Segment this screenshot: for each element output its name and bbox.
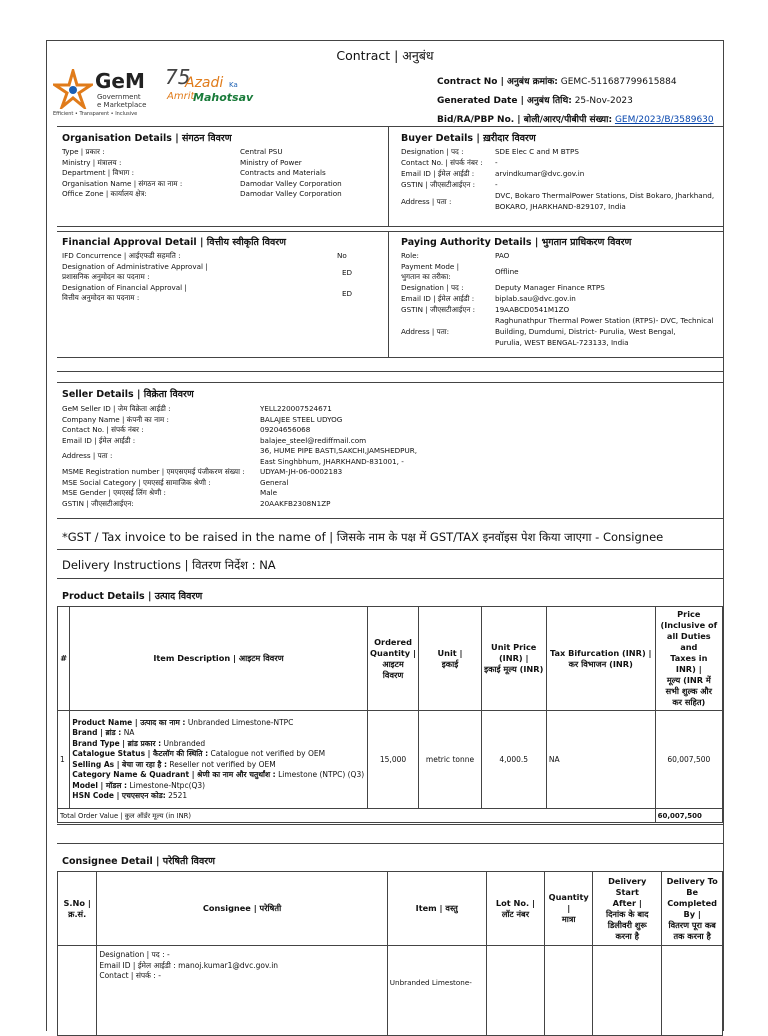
product-heading: Product Details | उत्पाद विवरण: [62, 591, 203, 602]
contract-page: [46, 40, 724, 1031]
col-tax: Tax Bifurcation (INR) | कर विभाजन (INR): [546, 607, 655, 711]
gem-subtitle: Government e Marketplace: [97, 93, 147, 109]
buyer-details: Designation | पद : SDE Elec C and M BTPS Contact No. | संपर्क नंबर : - Email ID | ईमेल आईडी : arvindkumar@dvc.gov.in GSTIN | जीएसटीआईएन : - Address | पता : DVC, Bokaro ThermalPower Stations, Dist Bokaro, Jharkhand, BOKARO, JHARKHAND-829107, India: [401, 147, 715, 211]
col-desc: Item Description | आइटम विवरण: [70, 607, 367, 711]
org-heading: Organisation Details | संगठन विवरण: [62, 133, 232, 144]
fin-heading: Financial Approval Detail | वित्तीय स्वीकृति विवरण: [62, 237, 287, 248]
gst-note: *GST / Tax invoice to be raised in the name of | जिसके नाम के पक्ष में GST/TAX इनवॉइस पेश किया जाएगा - Consignee: [62, 530, 664, 544]
gem-star-icon: [53, 69, 93, 109]
org-details: Type | प्रकार : Central PSU Ministry | मंत्रालय : Ministry of Power Department | विभाग : Contracts and Materials Organisation Name | संगठन का नाम : Damodar Valley Corporation Office Zone | कार्यालय क्षेत्र: Damodar Valley Corporation: [62, 147, 342, 198]
azadi-logo: 75 Azadi Ka Amrit Mahotsav: [165, 65, 254, 104]
col-unit: Unit | इकाई: [419, 607, 481, 711]
paying-heading: Paying Authority Details | भुगतान प्राधिकरण विवरण: [401, 237, 632, 248]
gem-logo: [53, 67, 263, 119]
col-num: #: [58, 607, 70, 711]
seller-heading: Seller Details | विक्रेता विवरण: [62, 389, 194, 400]
generated-date: 25-Nov-2023: [574, 96, 633, 106]
total-order-label: Total Order Value | कुल ऑर्डर मूल्य (in INR): [58, 809, 656, 823]
fin-details: IFD Concurrence | आईएफडी सहमति : No Designation of Administrative Approval | प्रशासनिक अनुमोदन का पदनाम : ED Designation of Financial Approval | वित्तीय अनुमोदन का पदनाम : ED: [62, 251, 353, 302]
consignee-heading: Consignee Detail | परेषिती विवरण: [62, 856, 216, 867]
gem-tagline: Efficient • Transparent • Inclusive: [53, 111, 138, 117]
col-qty: Ordered Quantity | आइटम विवरण: [367, 607, 419, 711]
contract-info: Contract No | अनुबंध क्रमांक: GEMC-511687799615884 Generated Date | अनुबंध तिथि: 25-Nov-2023 Bid/RA/PBP No. | बोली/आरए/पीबीपी संख्या: GEM/2023/B/3589630: [437, 77, 714, 125]
product-table: [57, 606, 723, 823]
item-description: Product Name | उत्पाद का नाम : Unbranded Limestone-NTPC Brand | ब्रांड : NA Brand Type | ब्रांड प्रकार : Unbranded Catalogue Status | कैटलॉग की स्थिति : Catalogue not verified by OEM Selling As | बेचा जा रहा है : Reseller not verified by OEM Category Name & Quadrant | श्रेणी का नाम और चतुर्थांश : Limestone (NTPC) (Q3) Model | मॉडल : Limestone-Ntpc(Q3) HSN Code | एचएसएन कोड: 2521: [70, 711, 367, 809]
consignee-table: S.No | क्र.सं. Consignee | परेषिती Item | वस्तु Lot No. | लॉट नंबर Quantity | मात्रा Delivery Start After | दिनांक के बाद डिलीवरी शुरू करना है Delivery To Be Completed By | वितरण पूरा कब तक करना है Designation | पद : - Email ID | ईमेल आईडी : manoj.kumar1@dvc.gov.in Contact | संपर्क : - Unbranded Limestone-: [57, 871, 723, 1036]
table-row: 1 Product Name | उत्पाद का नाम : Unbranded Limestone-NTPC Brand | ब्रांड : NA Brand Type | ब्रांड प्रकार : Unbranded Catalogue Status | कैटलॉग की स्थिति : Catalogue not verified by OEM Selling As | बेचा जा रहा है : Reseller not verified by OEM Category Name & Quadrant | श्रेणी का नाम और चतुर्थांश : Limestone (NTPC) (Q3) Model | मॉडल : Limestone-Ntpc(Q3) HSN Code | एचएसएन कोड: 2521 15,000 metric tonne 4,000.5 NA 60,007,500: [58, 711, 723, 809]
col-total-price: Price (Inclusive of all Duties and Taxes in INR) | मूल्य (INR में सभी शुल्क और कर सहित): [655, 607, 722, 711]
bid-link[interactable]: GEM/2023/B/3589630: [614, 115, 714, 125]
delivery-instructions: Delivery Instructions | वितरण निर्देश : NA: [62, 558, 276, 572]
consignee-info: Designation | पद : - Email ID | ईमेल आईडी : manoj.kumar1@dvc.gov.in Contact | संपर्क : -: [97, 946, 387, 1036]
paying-details: Role: PAO Payment Mode | भुगतान का तरीका: Offline Designation | पद : Deputy Manager Finance RTPS Email ID | ईमेल आईडी : biplab.sau@dvc.gov.in GSTIN | जीएसटीआईएन : 19AABCD0541M1ZO Address | पता: Raghunathpur Thermal Power Station (RTPS)- DVC, Technical Building, Dumdumi, District- Purulia, West Bengal, Purulia, WEST BENGAL-723133, India: [401, 251, 714, 347]
page-title: Contract | अनुबंध: [336, 48, 434, 63]
col-unit-price: Unit Price (INR) | इकाई मूल्य (INR): [481, 607, 546, 711]
table-row: Designation | पद : - Email ID | ईमेल आईडी : manoj.kumar1@dvc.gov.in Contact | संपर्क : - Unbranded Limestone-: [58, 946, 723, 1036]
gem-wordmark: GeM: [95, 69, 145, 93]
total-order-value: 60,007,500: [655, 809, 722, 823]
contract-number: GEMC-511687799615884: [560, 77, 677, 87]
seller-details: GeM Seller ID | जेम विक्रेता आईडी : YELL220007524671 Company Name | कंपनी का नाम : BALAJEE STEEL UDYOG Contact No. | संपर्क नंबर : 09204656068 Email ID | ईमेल आईडी : balajee_steel@rediffmail.com Address | पता : 36, HUME PIPE BASTI,SAKCHI,JAMSHEDPUR, East Singhbhum, JHARKHAND-831001, - MSME Registration number | एमएसएमई पंजीकरण संख्या : UDYAM-JH-06-0002183 MSE Social Category | एमएसई सामाजिक श्रेणी : General MSE Gender | एमएसई लिंग श्रेणी : Male GSTIN | जीएसटीआईएन: 20AAKFB2308N1ZP: [62, 404, 418, 508]
buyer-heading: Buyer Details | ख़रीदार विवरण: [401, 133, 536, 144]
